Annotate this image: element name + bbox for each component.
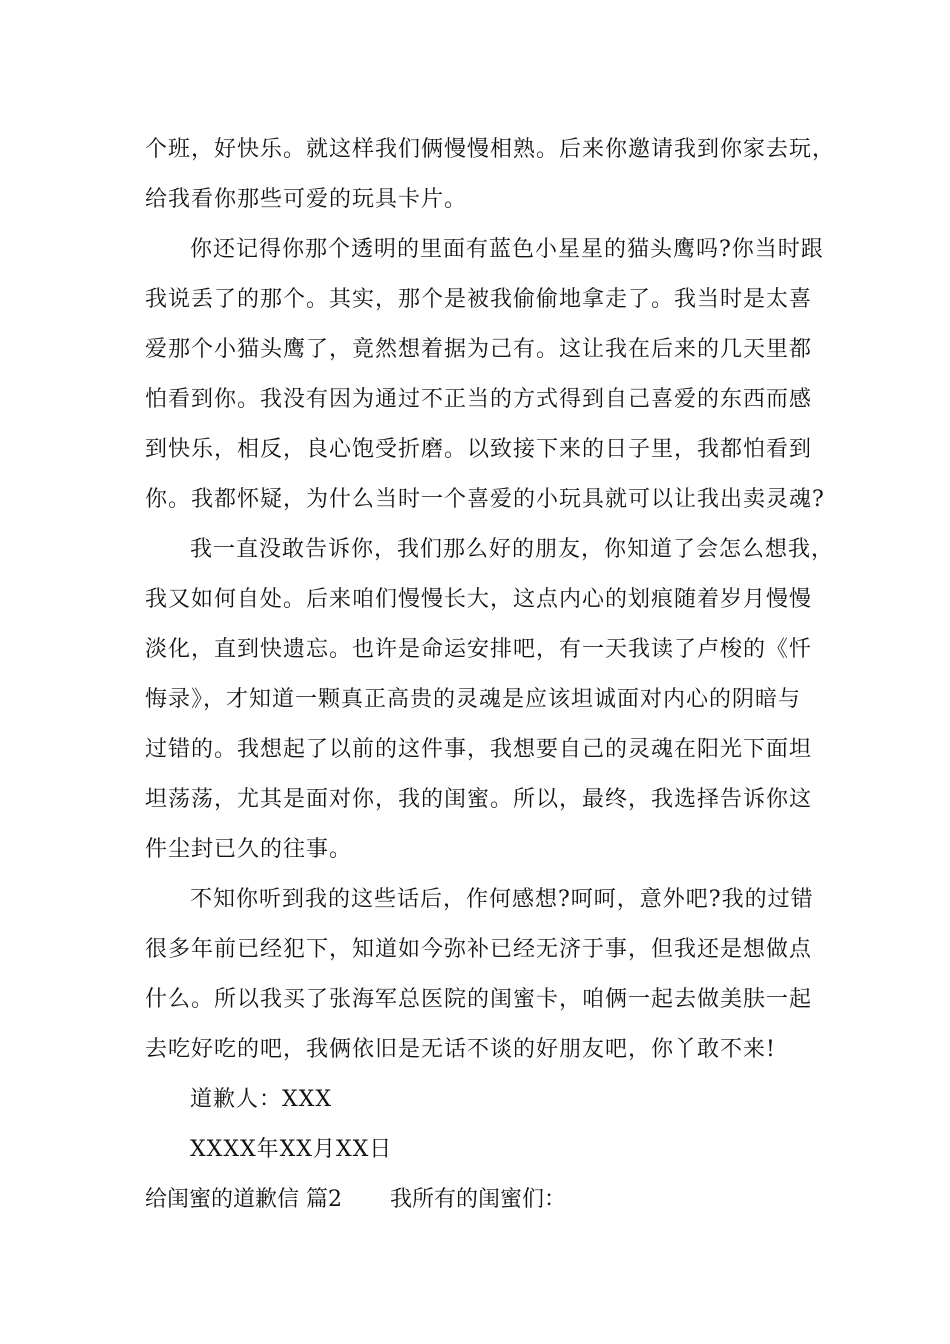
paragraph-3-line-2: 我又如何自处。后来咱们慢慢长大，这点内心的划痕随着岁月慢慢: [145, 587, 813, 612]
paragraph-1-line-2: 给我看你那些可爱的玩具卡片。: [145, 187, 468, 212]
paragraph-1-line-1: 个班，好快乐。就这样我们俩慢慢相熟。后来你邀请我到你家去玩，: [145, 137, 836, 162]
paragraph-3-line-6: 坦荡荡，尤其是面对你，我的闺蜜。所以，最终，我选择告诉你这: [145, 787, 813, 812]
paragraph-2-line-2: 我说丢了的那个。其实，那个是被我偷偷地拿走了。我当时是太喜: [145, 287, 813, 312]
paragraph-3-line-3: 淡化，直到快遗忘。也许是命运安排吧，有一天我读了卢梭的《忏: [145, 637, 813, 662]
paragraph-4-line-3: 什么。所以我买了张海军总医院的闺蜜卡，咱俩一起去做美肤一起: [145, 987, 813, 1012]
paragraph-2-line-4: 怕看到你。我没有因为通过不正当的方式得到自己喜爱的东西而感: [145, 387, 813, 412]
paragraph-2-line-5: 到快乐，相反，良心饱受折磨。以致接下来的日子里，我都怕看到: [145, 437, 813, 462]
paragraph-4-line-4: 去吃好吃的吧，我俩依旧是无话不谈的好朋友吧，你丫敢不来!: [145, 1037, 776, 1062]
paragraph-4-line-2: 很多年前已经犯下，知道如今弥补已经无济于事，但我还是想做点: [145, 937, 813, 962]
next-section-heading: [145, 1182, 825, 1218]
paragraph-3-line-5: 过错的。我想起了以前的这件事，我想要自己的灵魂在阳光下面坦: [145, 737, 813, 762]
paragraph-3-line-7: 件尘封已久的往事。: [145, 837, 353, 862]
signature: 道歉人：XXX: [190, 1087, 332, 1112]
paragraph-2-line-3: 爱那个小猫头鹰了，竟然想着据为己有。这让我在后来的几天里都: [145, 337, 813, 362]
date: XXXX年XX月XX日: [190, 1137, 393, 1162]
paragraph-2-line-1: 你还记得你那个透明的里面有蓝色小星星的猫头鹰吗?你当时跟: [190, 237, 824, 262]
section-title: 给闺蜜的道歉信 篇2: [145, 1187, 342, 1212]
paragraph-4-line-1: 不知你听到我的这些话后，作何感想?呵呵，意外吧?我的过错: [190, 887, 814, 912]
paragraph-3-line-4: 悔录》，才知道一颗真正高贵的灵魂是应该坦诚面对内心的阴暗与: [145, 687, 802, 712]
section-greeting: 我所有的闺蜜们：: [390, 1187, 567, 1212]
paragraph-3-line-1: 我一直没敢告诉你，我们那么好的朋友，你知道了会怎么想我，: [190, 537, 835, 562]
paragraph-2-line-6: 你。我都怀疑，为什么当时一个喜爱的小玩具就可以让我出卖灵魂?: [145, 487, 825, 512]
